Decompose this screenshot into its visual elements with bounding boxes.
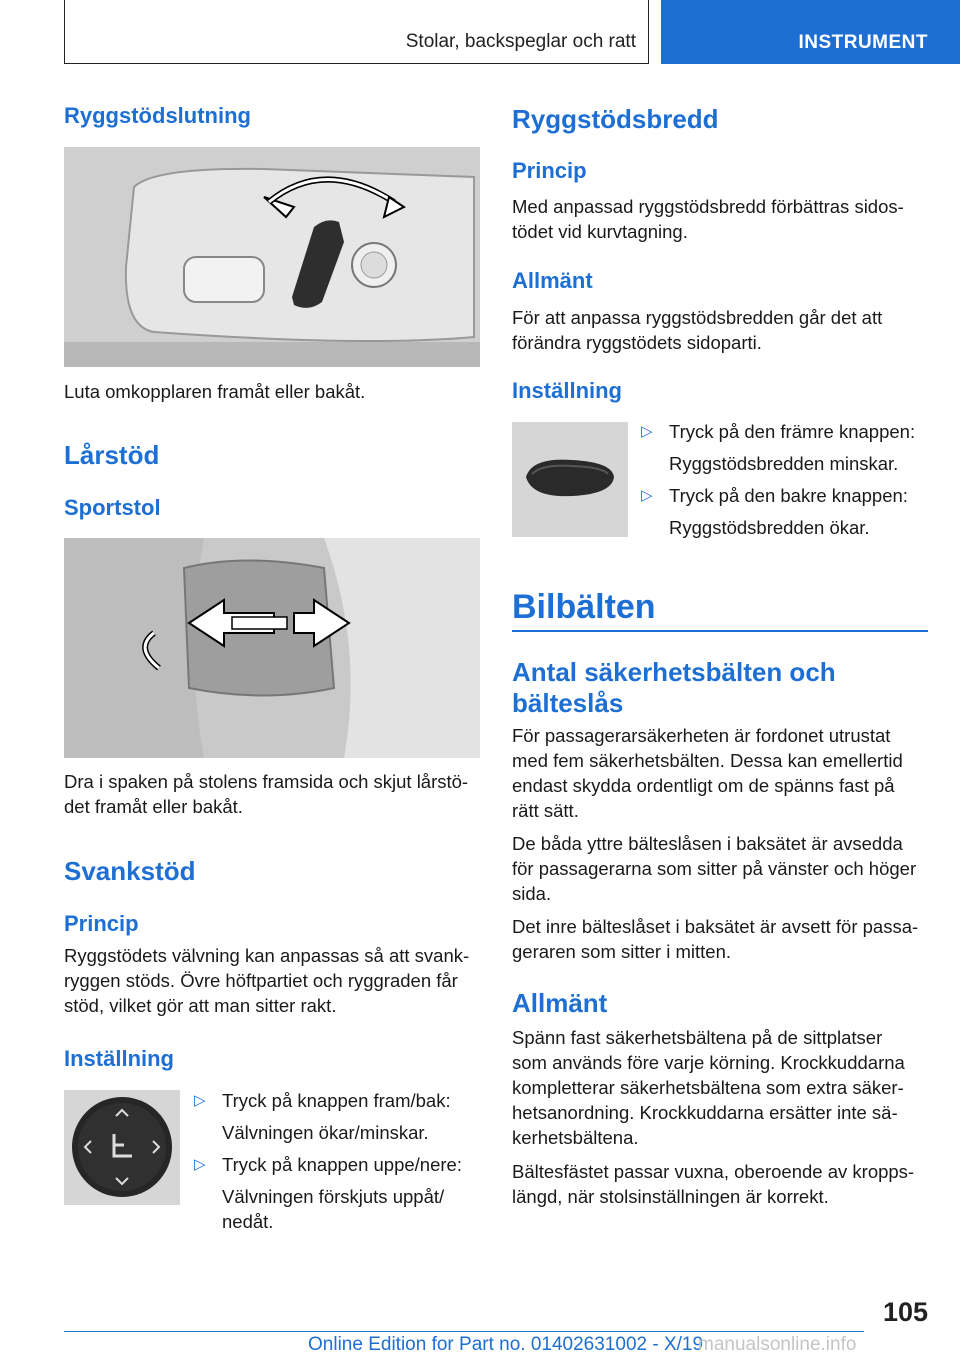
step-result-line1: Välvningen förskjuts uppåt/ [222,1186,445,1207]
thigh-support-illustration [64,538,480,758]
bullet-triangle-icon: ▷ [194,1156,206,1173]
list-item [637,483,937,508]
width-steps-list [637,419,937,547]
bullet-triangle-icon: ▷ [641,423,653,440]
heading-width-principle: Princip [512,158,587,183]
heading-lumbar-principle: Princip [64,911,139,936]
section-rule [512,630,928,632]
list-item [190,1152,480,1177]
heading-belt-count [512,657,836,719]
lumbar-button-illustration [64,1090,180,1205]
footer-watermark: manualsonline.info [698,1334,857,1355]
principle-line1: Med anpassad ryggstödsbredd förbättras sidos- [512,196,904,217]
caption-thigh-line2: det framåt eller bakåt. [64,796,243,817]
footer-edition: Online Edition for Part no. 01402631002 - X/19 [308,1334,704,1355]
list-item [190,1088,480,1113]
step-action: Tryck på den främre knappen: [669,421,916,442]
step-result: Ryggstödsbredden ökar. [669,517,870,538]
lumbar-text-line2: ryggen stöds. Övre höftpartiet och ryggraden får [64,970,458,991]
heading-belt-count-line1: Antal säkerhetsbälten och [512,657,836,687]
step-result: Välvningen ökar/minskar. [222,1122,429,1143]
lumbar-text-line3: stöd, vilket gör att man sitter rakt. [64,995,337,1016]
page-number: 105 [882,1297,928,1327]
heading-backrest-width: Ryggstödsbredd [512,104,719,134]
step-action: Tryck på knappen fram/bak: [222,1090,451,1111]
heading-seat-belts: Bilbälten [512,588,656,626]
heading-lumbar-setting: Inställning [64,1046,174,1071]
caption-thigh-line1: Dra i spaken på stolens framsida och skjut lårstö- [64,771,469,792]
heading-lumbar-support: Svankstöd [64,856,196,886]
heading-belt-count-line2: bälteslås [512,688,624,718]
lumbar-text-line1: Ryggstödets välvning kan anpassas så att svank- [64,945,470,966]
header-chapter-tab [661,0,960,64]
general-line1: För att anpassa ryggstödsbredden går det att [512,307,883,328]
belts-general-paragraph-1: Spänn fast säkerhetsbältena på de sittplatser som används före varje körning. Krockkuddarna kompletterar säkerhetsbältena som extra säker- hetsanordning. Krockkuddarna ersätter inte sä- kerhetsbältena. [512,1027,905,1148]
belt-count-paragraph-2: De båda yttre bälteslåsen i baksätet är avsedda för passagerarna som sitter på vänster och höger sida. [512,833,917,904]
width-button-illustration [512,422,628,537]
chapter-title: INSTRUMENT [798,32,928,53]
header-section-box [64,0,649,64]
caption-backrest-tilt: Luta omkopplaren framåt eller bakåt. [64,381,366,402]
section-title: Stolar, backspeglar och ratt [405,31,636,52]
principle-line2: tödet vid kurvtagning. [512,221,688,242]
heading-belts-general: Allmänt [512,988,608,1018]
step-action: Tryck på knappen uppe/nere: [222,1154,462,1175]
general-line2: förändra ryggstödets sidoparti. [512,332,762,353]
belt-count-paragraph-1: För passagerarsäkerheten är fordonet utrustat med fem säkerhetsbälten. Dessa kan emellertid endast skydda ordentligt om de spänns fast på rätt sätt. [512,725,903,821]
step-action: Tryck på den bakre knappen: [669,485,908,506]
heading-backrest-tilt: Ryggstödslutning [64,103,251,128]
heading-width-setting: Inställning [512,378,622,403]
step-result: Ryggstödsbredden minskar. [669,453,899,474]
backrest-switch-illustration [64,147,480,367]
step-result [190,1184,480,1234]
bullet-triangle-icon: ▷ [641,487,653,504]
bullet-triangle-icon: ▷ [194,1092,206,1109]
step-result-line2: nedåt. [222,1211,274,1232]
belts-general-paragraph-2: Bältesfästet passar vuxna, oberoende av kropps- längd, när stolsinställningen är korrekt. [512,1161,915,1207]
list-item [637,419,937,444]
belt-count-paragraph-3: Det inre bälteslåset i baksätet är avsett för passa- geraren som sitter i mitten. [512,916,919,962]
heading-width-general: Allmänt [512,268,593,293]
heading-thigh-support: Lårstöd [64,440,160,470]
footer-rule [64,1331,864,1332]
heading-sport-seat: Sportstol [64,495,161,520]
lumbar-steps-list [190,1088,480,1234]
